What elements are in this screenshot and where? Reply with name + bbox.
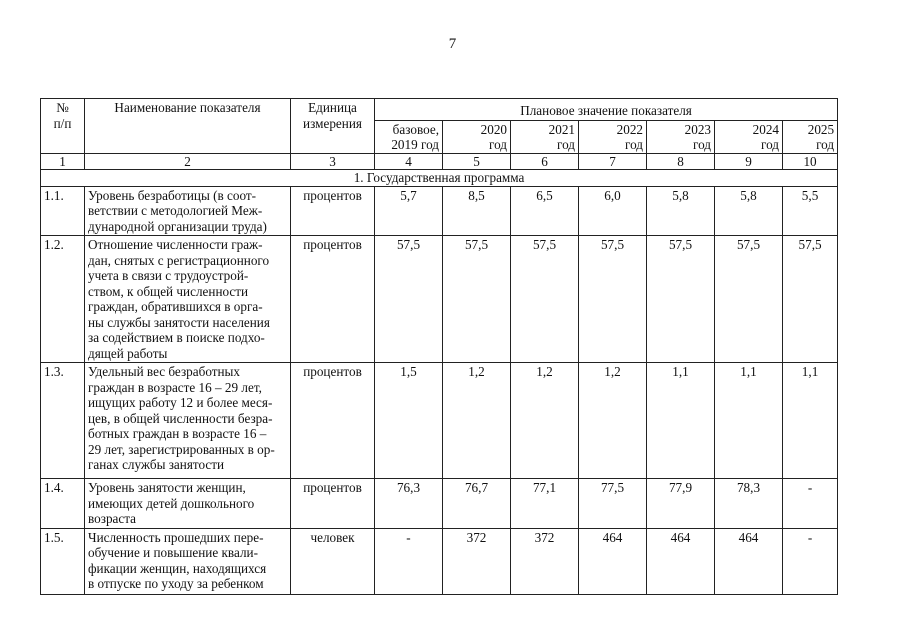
row-value-1: 76,3 xyxy=(375,479,443,529)
row-value-7: - xyxy=(783,479,838,529)
table-row xyxy=(41,363,838,479)
header-year-4: 2022 год xyxy=(579,120,647,153)
row-value-5: 464 xyxy=(647,528,715,594)
column-number-3: 3 xyxy=(291,153,375,169)
column-number-2: 2 xyxy=(85,153,291,169)
column-number-10: 10 xyxy=(783,153,838,169)
row-value-6: 1,1 xyxy=(715,363,783,479)
section-row xyxy=(41,169,838,186)
row-code: 1.1. xyxy=(41,186,85,236)
row-value-4: 57,5 xyxy=(579,236,647,363)
column-number-5: 5 xyxy=(443,153,511,169)
row-value-6: 464 xyxy=(715,528,783,594)
row-value-5: 5,8 xyxy=(647,186,715,236)
header-year-5: 2023 год xyxy=(647,120,715,153)
row-value-1: 5,7 xyxy=(375,186,443,236)
table-row xyxy=(41,186,838,236)
row-value-4: 464 xyxy=(579,528,647,594)
table-row xyxy=(41,528,838,594)
row-value-5: 57,5 xyxy=(647,236,715,363)
column-number-7: 7 xyxy=(579,153,647,169)
row-value-2: 1,2 xyxy=(443,363,511,479)
row-value-7: 5,5 xyxy=(783,186,838,236)
header-year-7: 2025 год xyxy=(783,120,838,153)
row-value-5: 77,9 xyxy=(647,479,715,529)
row-value-1: 57,5 xyxy=(375,236,443,363)
row-value-3: 372 xyxy=(511,528,579,594)
row-value-3: 1,2 xyxy=(511,363,579,479)
column-number-1: 1 xyxy=(41,153,85,169)
row-value-6: 78,3 xyxy=(715,479,783,529)
row-value-2: 57,5 xyxy=(443,236,511,363)
row-unit: процентов xyxy=(291,186,375,236)
row-value-3: 57,5 xyxy=(511,236,579,363)
header-year-6: 2024 год xyxy=(715,120,783,153)
row-value-5: 1,1 xyxy=(647,363,715,479)
row-value-4: 6,0 xyxy=(579,186,647,236)
row-value-1: 1,5 xyxy=(375,363,443,479)
column-number-8: 8 xyxy=(647,153,715,169)
indicators-table xyxy=(40,98,838,595)
header-year-2: 2020 год xyxy=(443,120,511,153)
row-name: Отношение численности граж- дан, снятых с регистрационного учета в связи с трудоустрой- ством, к общей численности граждан, обратившихся в орга- ны службы занятости населения за содействием в поиске подхо- дящей работы xyxy=(85,236,291,363)
row-value-6: 57,5 xyxy=(715,236,783,363)
row-code: 1.3. xyxy=(41,363,85,479)
row-value-2: 8,5 xyxy=(443,186,511,236)
row-code: 1.5. xyxy=(41,528,85,594)
header-year-1: базовое, 2019 год xyxy=(375,120,443,153)
row-value-1: - xyxy=(375,528,443,594)
row-name: Численность прошедших пере- обучение и повышение квали- фикации женщин, находящихся в отпуске по уходу за ребенком xyxy=(85,528,291,594)
table-row xyxy=(41,236,838,363)
header-row-top xyxy=(41,99,838,121)
row-value-7: - xyxy=(783,528,838,594)
row-unit: процентов xyxy=(291,479,375,529)
row-name: Удельный вес безработных граждан в возрасте 16 – 29 лет, ищущих работу 12 и более меся- цев, в общей численности безра- ботных граждан в возрасте 16 – 29 лет, зарегистрированных в ор- ганах службы занятости xyxy=(85,363,291,479)
row-value-7: 1,1 xyxy=(783,363,838,479)
page-number: 7 xyxy=(448,36,457,52)
header-planned: Плановое значение показателя xyxy=(375,99,838,121)
row-unit: человек xyxy=(291,528,375,594)
row-value-3: 6,5 xyxy=(511,186,579,236)
column-number-9: 9 xyxy=(715,153,783,169)
row-value-2: 76,7 xyxy=(443,479,511,529)
header-unit: Единица измерения xyxy=(291,99,375,154)
table-row xyxy=(41,479,838,529)
row-code: 1.4. xyxy=(41,479,85,529)
row-value-2: 372 xyxy=(443,528,511,594)
row-value-7: 57,5 xyxy=(783,236,838,363)
column-number-4: 4 xyxy=(375,153,443,169)
header-num: № п/п xyxy=(41,99,85,154)
row-value-6: 5,8 xyxy=(715,186,783,236)
row-name: Уровень безработицы (в соот- ветствии с методологией Меж- дународной организации труда) xyxy=(85,186,291,236)
header-year-3: 2021 год xyxy=(511,120,579,153)
header-name: Наименование показателя xyxy=(85,99,291,154)
column-numbers-row xyxy=(41,153,838,169)
row-unit: процентов xyxy=(291,236,375,363)
row-value-4: 1,2 xyxy=(579,363,647,479)
row-name: Уровень занятости женщин, имеющих детей дошкольного возраста xyxy=(85,479,291,529)
row-code: 1.2. xyxy=(41,236,85,363)
row-unit: процентов xyxy=(291,363,375,479)
row-value-4: 77,5 xyxy=(579,479,647,529)
column-number-6: 6 xyxy=(511,153,579,169)
row-value-3: 77,1 xyxy=(511,479,579,529)
section-title: 1. Государственная программа xyxy=(41,169,838,186)
